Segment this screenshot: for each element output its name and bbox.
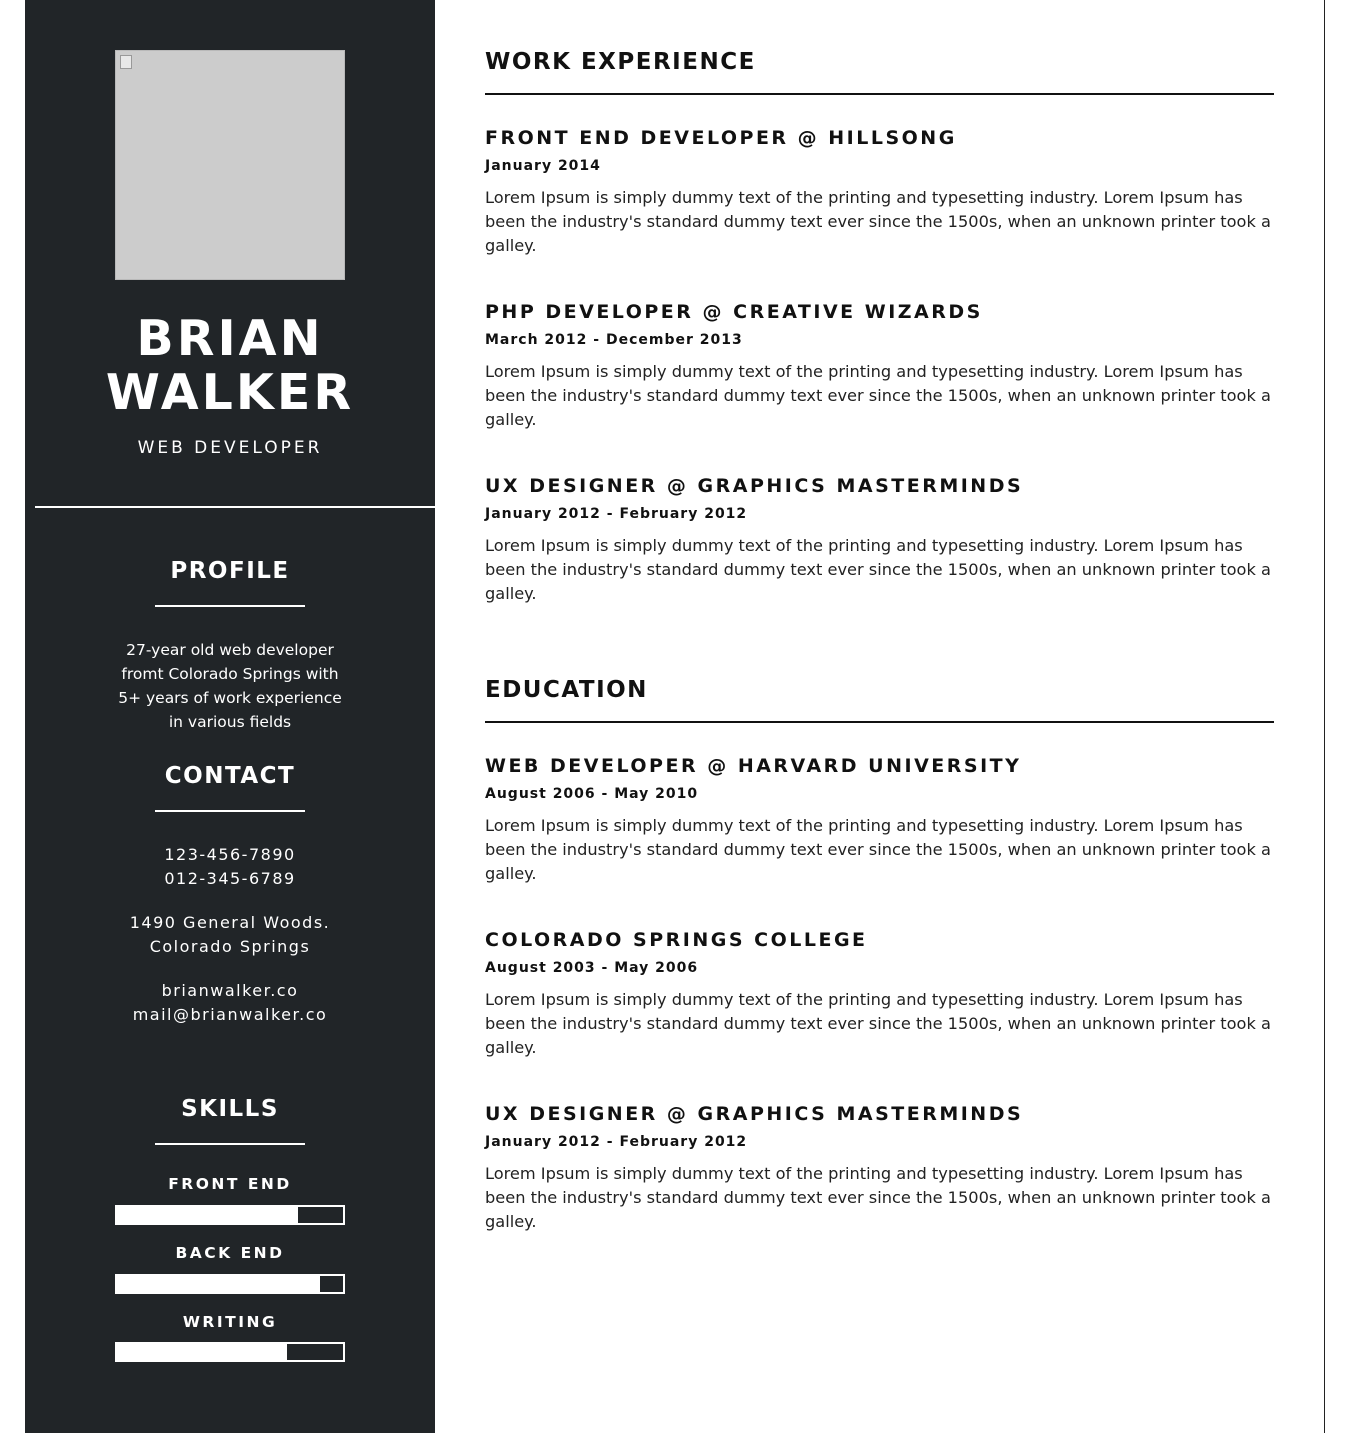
work-entry — [485, 126, 1275, 258]
phone-primary: 123-456-7890 — [164, 845, 296, 864]
email-link[interactable]: mail@brianwalker.co — [132, 1005, 328, 1024]
skill-bar-front-end — [115, 1205, 345, 1225]
skills-heading: SKILLS — [181, 1096, 279, 1122]
skills-rule — [155, 1143, 305, 1145]
entry-title: FRONT END DEVELOPER @ HILLSONG — [485, 127, 957, 149]
work-entry — [485, 474, 1275, 606]
work-experience-heading: WORK EXPERIENCE — [485, 49, 756, 75]
address-line-1: 1490 General Woods. — [129, 913, 331, 932]
broken-image-icon — [120, 55, 132, 69]
job-title: WEB DEVELOPER — [137, 438, 323, 458]
work-entry — [485, 300, 1275, 432]
entry-date: August 2003 - May 2006 — [485, 960, 699, 976]
entry-title: COLORADO SPRINGS COLLEGE — [485, 929, 868, 951]
last-name: WALKER — [105, 364, 355, 421]
entry-description: Lorem Ipsum is simply dummy text of the printing and typesetting industry. Lorem Ipsum has been the industry's standard dummy text ever since the 1500s, when an unknown printer took a galley. — [485, 362, 1271, 429]
entry-date: August 2006 - May 2010 — [485, 786, 699, 802]
contact-heading: CONTACT — [164, 763, 296, 789]
entry-description: Lorem Ipsum is simply dummy text of the printing and typesetting industry. Lorem Ipsum has been the industry's standard dummy text ever since the 1500s, when an unknown printer took a galley. — [485, 990, 1271, 1057]
skill-label-back-end: BACK END — [175, 1244, 285, 1262]
entry-date: January 2014 — [485, 158, 601, 174]
first-name: BRIAN — [136, 310, 324, 367]
education-rule — [485, 721, 1274, 723]
sidebar — [25, 0, 435, 1433]
education-entry — [485, 928, 1275, 1060]
entry-title: UX DESIGNER @ GRAPHICS MASTERMINDS — [485, 1103, 1024, 1125]
sidebar-divider — [35, 506, 435, 508]
entry-description: Lorem Ipsum is simply dummy text of the printing and typesetting industry. Lorem Ipsum has been the industry's standard dummy text ever since the 1500s, when an unknown printer took a galley. — [485, 188, 1271, 255]
profile-heading: PROFILE — [170, 558, 290, 584]
skill-label-front-end: FRONT END — [168, 1175, 292, 1193]
education-entry — [485, 1102, 1275, 1234]
skill-bar-back-end — [115, 1274, 345, 1294]
address-line-2: Colorado Springs — [149, 937, 311, 956]
page-border — [1324, 0, 1325, 1433]
skill-bar-writing — [115, 1342, 345, 1362]
contact-rule — [155, 810, 305, 812]
website-link[interactable]: brianwalker.co — [161, 981, 299, 1000]
entry-title: UX DESIGNER @ GRAPHICS MASTERMINDS — [485, 475, 1024, 497]
profile-text: 27-year old web developer fromt Colorado Springs with 5+ years of work experience in various fields — [118, 641, 342, 731]
entry-date: January 2012 - February 2012 — [485, 506, 748, 522]
skill-fill — [117, 1276, 320, 1292]
entry-description: Lorem Ipsum is simply dummy text of the printing and typesetting industry. Lorem Ipsum has been the industry's standard dummy text ever since the 1500s, when an unknown printer took a galley. — [485, 536, 1271, 603]
entry-date: March 2012 - December 2013 — [485, 332, 743, 348]
person-name — [25, 312, 435, 420]
education-heading: EDUCATION — [485, 677, 648, 703]
entry-title: WEB DEVELOPER @ HARVARD UNIVERSITY — [485, 755, 1022, 777]
entry-date: January 2012 - February 2012 — [485, 1134, 748, 1150]
phone-secondary: 012-345-6789 — [164, 869, 296, 888]
skill-fill — [117, 1207, 298, 1223]
profile-photo — [115, 50, 345, 280]
education-entry — [485, 754, 1275, 886]
entry-title: PHP DEVELOPER @ CREATIVE WIZARDS — [485, 301, 983, 323]
skill-label-writing: WRITING — [182, 1313, 278, 1331]
profile-rule — [155, 605, 305, 607]
entry-description: Lorem Ipsum is simply dummy text of the printing and typesetting industry. Lorem Ipsum has been the industry's standard dummy text ever since the 1500s, when an unknown printer took a galley. — [485, 1164, 1271, 1231]
entry-description: Lorem Ipsum is simply dummy text of the printing and typesetting industry. Lorem Ipsum has been the industry's standard dummy text ever since the 1500s, when an unknown printer took a galley. — [485, 816, 1271, 883]
skill-fill — [117, 1344, 287, 1360]
work-experience-rule — [485, 93, 1274, 95]
